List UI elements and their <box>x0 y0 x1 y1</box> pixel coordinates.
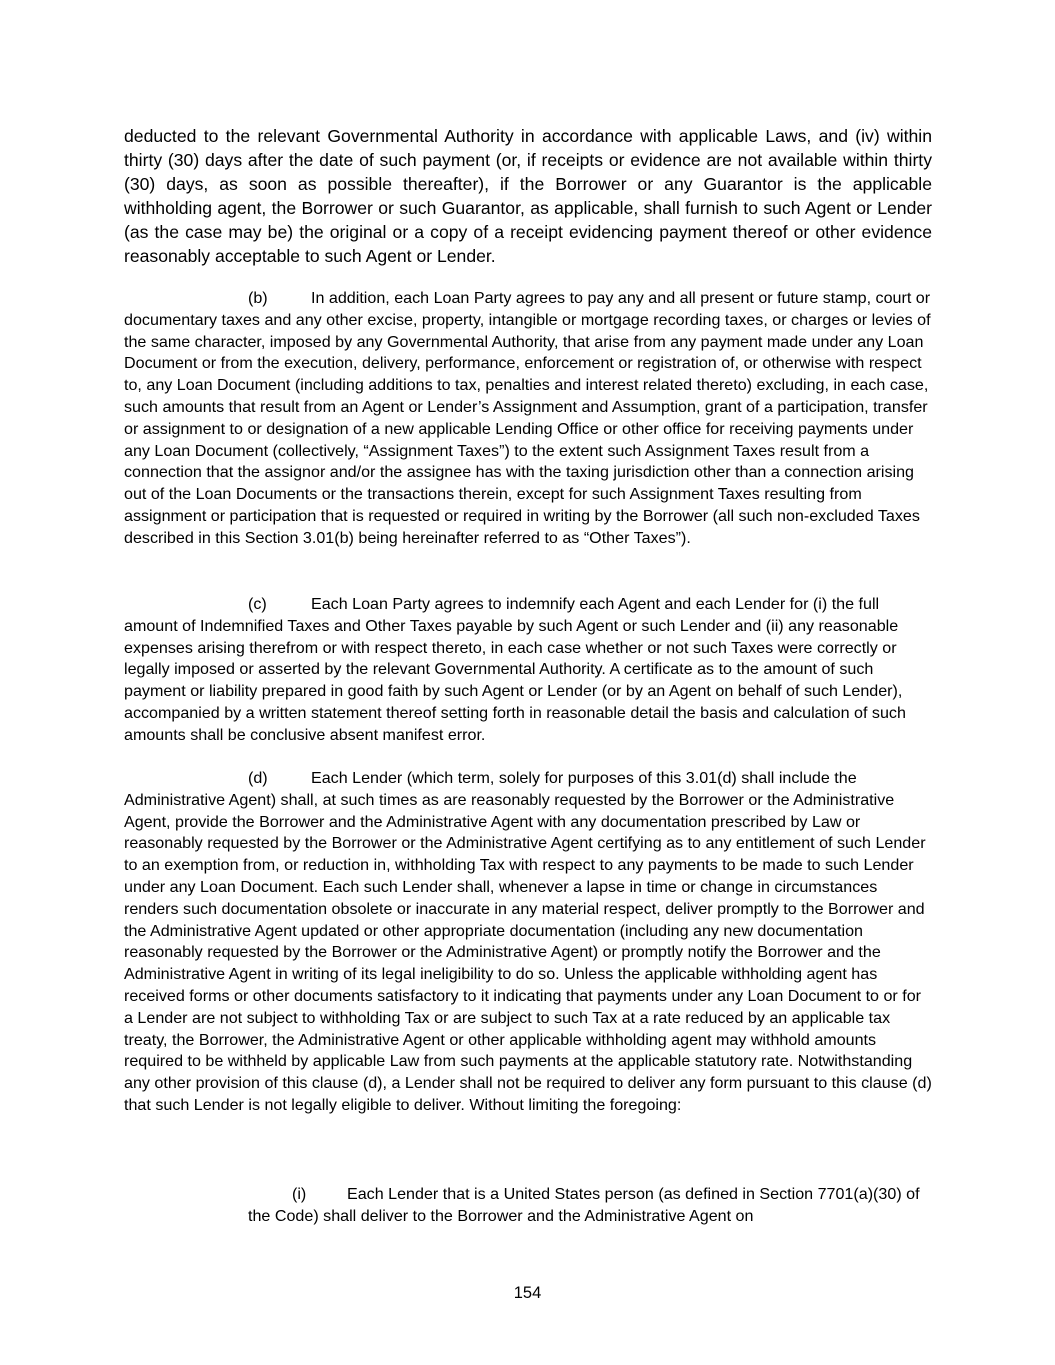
subsection-i-text: Each Lender that is a United States person (as defined in Section 7701(a)(30) of the Code) shall deliver to the Borrower and the Administrative Agent on <box>248 1185 920 1225</box>
page-number: 154 <box>513 1284 542 1302</box>
subsection-i-paragraph <box>248 1184 938 1228</box>
section-b-label: (b) <box>248 289 268 307</box>
section-b-text: In addition, each Loan Party agrees to pay any and all present or future stamp, court or documentary taxes and any other excise, property, intangible or mortgage recording taxes, or charges or levies of the same character, imposed by any Governmental Authority, that arise from any payment made under any Loan Document or from the execution, delivery, performance, enforcement or registration of, or otherwise with respect to, any Loan Document (including additions to tax, penalties and interest related thereto) excluding, in each case, such amounts that result from an Agent or Lender’s Assignment and Assumption, grant of a participation, transfer or assignment to or designation of a new applicable Lending Office or other office for receiving payments under any Loan Document (collectively, “Assignment Taxes”) to the extent such Assignment Taxes result from a connection that the assignor and/or the assignee has with the taxing jurisdiction other than a connection arising out of the Loan Documents or the transactions therein, except for such Assignment Taxes resulting from assignment or participation that is requested or required in writing by the Borrower (all such non-excluded Taxes described in this Section 3.01(b) being hereinafter referred to as “Other Taxes”). <box>124 289 931 547</box>
section-c-paragraph <box>124 594 932 747</box>
section-c-label: (c) <box>248 595 267 613</box>
intro-paragraph: deducted to the relevant Governmental Authority in accordance with applicable Laws, and (iv) within thirty (30) days after the date of such payment (or, if receipts or evidence are not available within thirty (30) days, as soon as possible thereafter), if the Borrower or any Guarantor is the applicable withholding agent, the Borrower or such Guarantor, as applicable, shall furnish to such Agent or Lender (as the case may be) the original or a copy of a receipt evidencing payment thereof or other evidence reasonably acceptable to such Agent or Lender. <box>124 126 932 266</box>
section-b-paragraph <box>124 288 932 550</box>
section-c-text: Each Loan Party agrees to indemnify each Agent and each Lender for (i) the full amount of Indemnified Taxes and Other Taxes payable by such Agent or such Lender and (ii) any reasonable expenses arising therefrom or with respect thereto, in each case whether or not such Taxes were correctly or legally imposed or asserted by the relevant Governmental Authority. A certificate as to the amount of such payment or liability prepared in good faith by such Agent or Lender (or by an Agent on behalf of such Lender), accompanied by a written statement thereof setting forth in reasonable detail the basis and calculation of such amounts shall be conclusive absent manifest error. <box>124 595 906 744</box>
section-d-text: Each Lender (which term, solely for purposes of this 3.01(d) shall include the Administrative Agent) shall, at such times as are reasonably requested by the Borrower or the Administrative Agent, provide the Borrower and the Administrative Agent with any documentation prescribed by Law or reasonably requested by the Borrower or the Administrative Agent certifying as to any entitlement of such Lender to an exemption from, or reduction in, withholding Tax with respect to any payments to be made to such Lender under any Loan Document. Each such Lender shall, whenever a lapse in time or change in circumstances renders such documentation obsolete or inaccurate in any material respect, deliver promptly to the Borrower and the Administrative Agent updated or other appropriate documentation (including any new documentation reasonably requested by the Borrower or the Administrative Agent) or promptly notify the Borrower and the Administrative Agent in writing of its legal ineligibility to do so. Unless the applicable withholding agent has received forms or other documents satisfactory to it indicating that payments under any Loan Document to or for a Lender are not subject to withholding Tax or are subject to such Tax at a rate reduced by an applicable tax treaty, the Borrower, the Administrative Agent or other applicable withholding agent may withhold amounts required to be withheld by applicable Law from such payments at the applicable statutory rate. Notwithstanding any other provision of this clause (d), a Lender shall not be required to deliver any form pursuant to this clause (d) that such Lender is not legally eligible to deliver. Without limiting the foregoing: <box>124 769 932 1114</box>
section-d-label: (d) <box>248 769 268 787</box>
subsection-i-label: (i) <box>292 1185 307 1203</box>
section-d-paragraph <box>124 768 932 1117</box>
